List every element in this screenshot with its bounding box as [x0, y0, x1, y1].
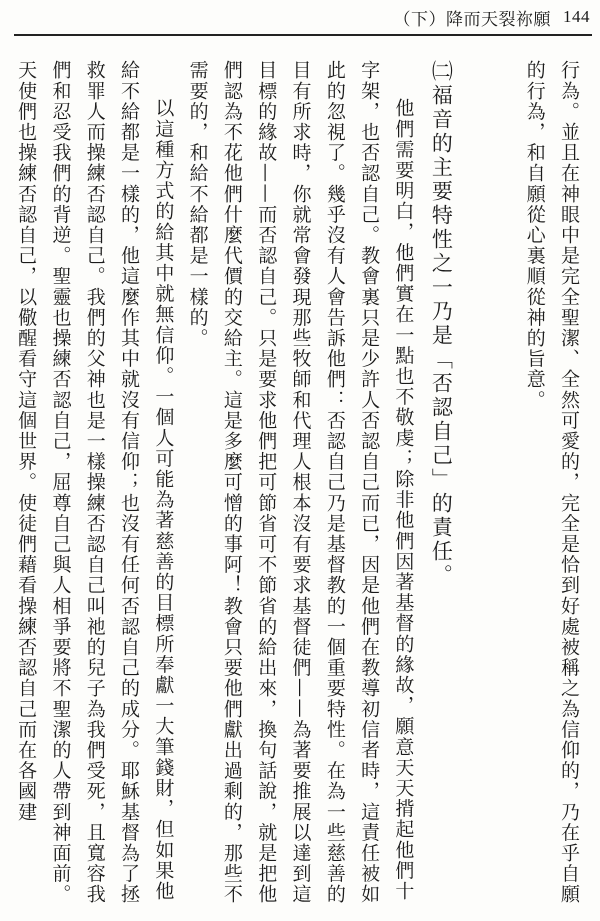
section-heading: ㈡福音的主要特性之一乃是「否認自己」的責任。: [429, 60, 454, 588]
paragraph-1: 行為。並且在神眼中是完全聖潔、全然可愛的，完全是恰到好處被稱之為信仰的，乃在乎自願的行為，和自願從心裏順從神的旨意。: [523, 60, 580, 905]
page-number: 144: [563, 7, 590, 26]
vertical-body-text: [14, 60, 586, 910]
running-header: [10, 4, 590, 30]
chapter-title: （下）降而天裂祢願: [393, 9, 551, 30]
header-rule: [14, 34, 592, 36]
paragraph-2: 他們需要明白，他們實在一點也不敬虔；除非他們因著基督的緣故，願意天天揹起他們十字架，也否認自己。教會裏只是少許人否認自己而已，因是他們在教導初信者時，這責任被如此的忽視了。幾乎沒有人會告訴他們：否認自己乃是基督教的一個重要特性。在為一些慈善的目有所求時，你就常會發現那些牧師和代理人根本沒有要求基督徒們——為著要推展以達到這目標的緣故——而否認自己。只是要求他們把可節省可不節省的給出來，換句話說，就是把他們認為不花他們什麼代價的交給主。這是多麼可憎的事阿！教會只要他們獻出過剩的，那些不需要的，和給不給都是一樣的。: [186, 60, 415, 905]
paragraph-3: 以這種方式的給其中就無信仰。一個人可能為著慈善的目標所奉獻一大筆錢財，但如果他給不給都是一樣的，他這麼作其中就沒有信仰；也沒有任何否認自己的成分。耶穌基督為了拯救罪人而操練否認自己。我們的父神也是一樣操練否認自己叫祂的兒子為我們受死，且寬容我們和忍受我們的背逆。聖靈也操練否認自己，屈尊自己與人相爭要將不聖潔的人帶到神面前。天使們也操練否認自己，以儆醒看守這個世界。使徒們藉看操練否認自己而在各國建: [15, 60, 175, 905]
blank-column: [483, 60, 517, 910]
